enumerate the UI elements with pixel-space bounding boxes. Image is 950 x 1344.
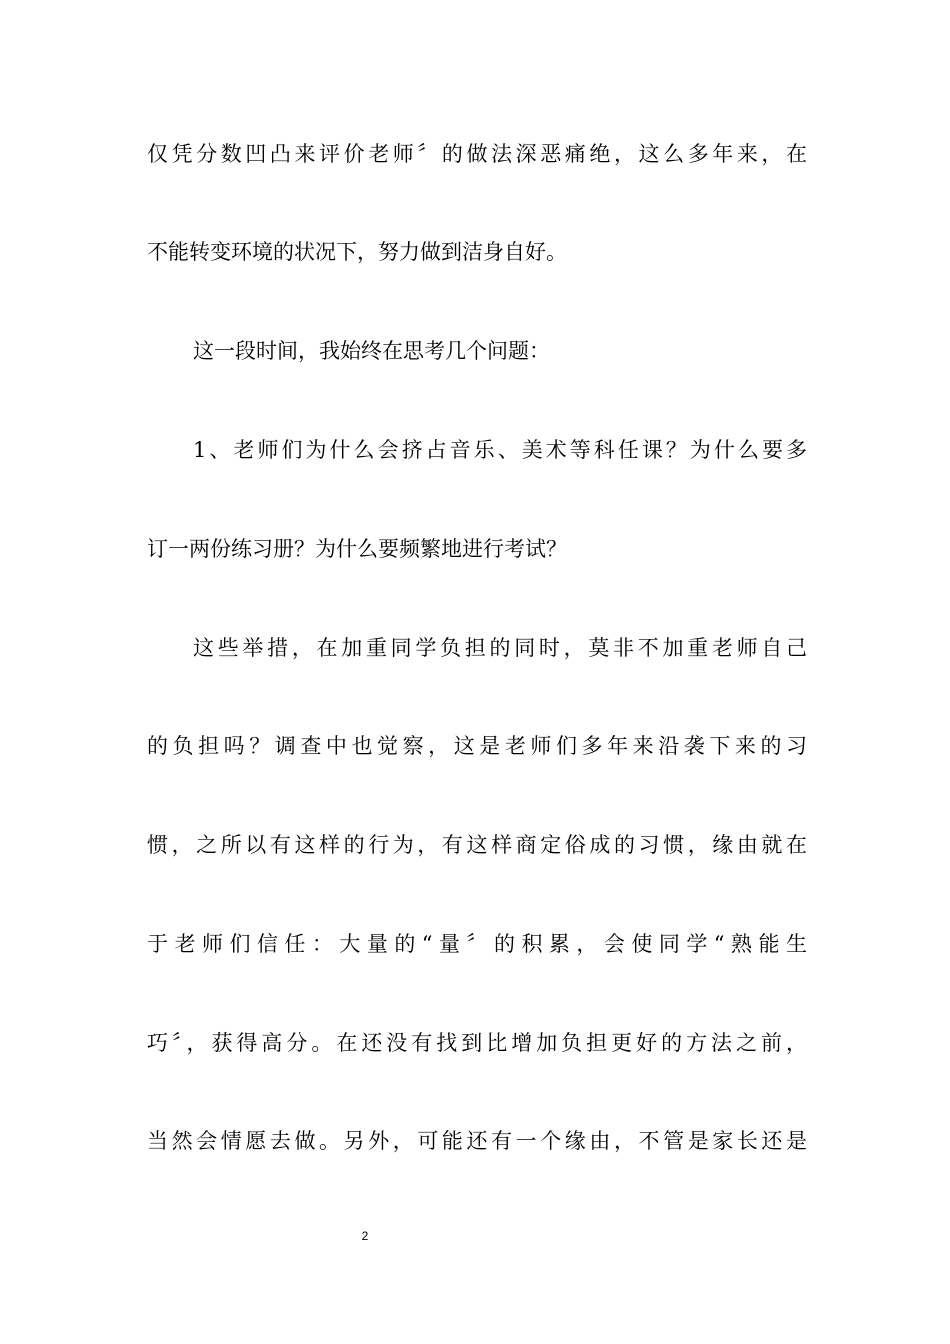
text-line: 1、老师们为什么会挤占音乐、美术等科任课？为什么要多	[193, 438, 807, 462]
text-line: 这一段时间，我始终在思考几个问题：	[193, 339, 550, 363]
text-line: 于老师们信任：大量的“量〞的积累，会使同学“熟能生	[147, 932, 807, 956]
text-line: 不能转变环境的状况下，努力做到洁身自好。	[147, 240, 567, 264]
text-line: 当然会情愿去做。另外，可能还有一个缘由，不管是家长还是	[147, 1129, 807, 1153]
text-line: 的负担吗？调查中也觉察，这是老师们多年来沿袭下来的习	[147, 734, 807, 758]
text-line: 订一两份练习册？为什么要频繁地进行考试？	[147, 537, 567, 561]
text-line: 这些举措，在加重同学负担的同时，莫非不加重老师自己	[193, 636, 807, 660]
text-line: 巧〞，获得高分。在还没有找到比增加负担更好的方法之前，	[147, 1031, 807, 1055]
text-line: 仅凭分数凹凸来评价老师〞的做法深恶痛绝，这么多年来，在	[147, 142, 807, 166]
page-number: 2	[361, 1229, 369, 1243]
text-line: 惯，之所以有这样的行为，有这样商定俗成的习惯，缘由就在	[147, 833, 807, 857]
